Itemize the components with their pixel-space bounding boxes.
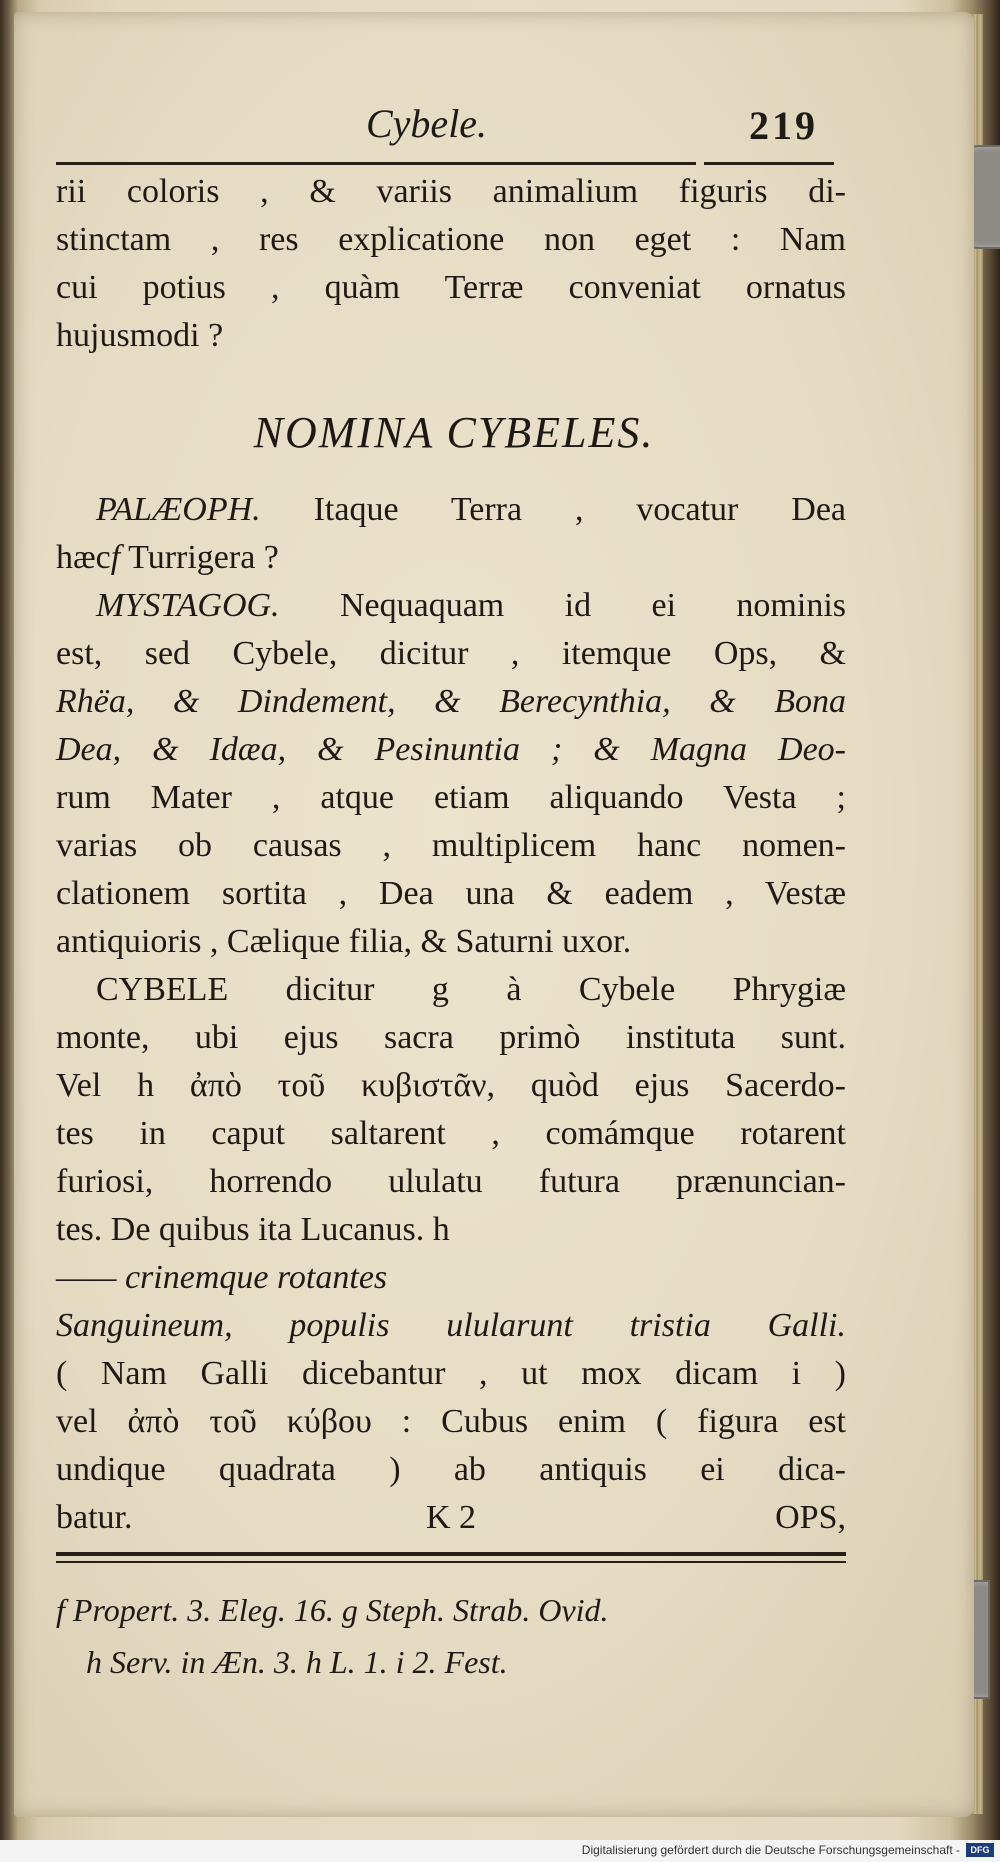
dialogue-text: Turrigera ?	[128, 539, 279, 576]
dialogue-line: est, sed Cybele, dicitur , itemque Ops, &	[56, 635, 846, 672]
footnote-rule-thin	[56, 1561, 846, 1563]
footnote-rule	[56, 1552, 846, 1556]
closing-line: undique quadrata ) ab antiquis ei dica-	[56, 1451, 846, 1488]
signature-mark: K 2	[426, 1499, 477, 1536]
section-heading: NOMINA CYBELES.	[253, 408, 655, 457]
dialogue-line	[56, 582, 846, 630]
text-line: hujusmodi ?	[56, 317, 224, 354]
quotation-line: Sanguineum, populis ulularunt tristia Galli.	[56, 1307, 846, 1344]
text-line: cui potius , quàm Terræ conveniat ornatus	[56, 269, 846, 306]
footnote-line: f Propert. 3. Eleg. 16. g Steph. Strab. Ovid.	[56, 1592, 609, 1628]
etymology-line: Vel h ἀπὸ τοῦ κυβιστᾶν, quòd ejus Sacerdo-	[56, 1067, 846, 1104]
closing-line: ( Nam Galli dicebantur , ut mox dicam i )	[56, 1355, 846, 1392]
running-head-title: Cybele.	[366, 101, 488, 146]
header-rule-right	[704, 162, 834, 165]
etymology-line: CYBELE dicitur g à Cybele Phrygiæ	[96, 971, 846, 1008]
dialogue-text: hæc	[56, 539, 111, 576]
text-line: rii coloris , & variis animalium figuris di-	[56, 173, 846, 210]
dialogue-line	[56, 534, 846, 582]
dialogue-line: varias ob causas , multiplicem hanc nomen-	[56, 827, 846, 864]
dialogue-line: Dea, & Idæa, & Pesinuntia ; & Magna Deo-	[56, 731, 846, 768]
dialogue-line: antiquioris , Cælique filia, & Saturni uxor.	[56, 923, 632, 960]
credit-text: Digitalisierung gefördert durch die Deutsche Forschungsgemeinschaft -	[581, 1843, 960, 1857]
closing-line: vel ἀπὸ τοῦ κύβου : Cubus enim ( figura est	[56, 1403, 846, 1440]
dfg-logo: DFG	[966, 1843, 994, 1857]
footnote-marker: f	[110, 539, 121, 576]
catchword: OPS,	[775, 1499, 846, 1536]
etymology-line: furiosi, horrendo ululatu futura prænuncian-	[56, 1163, 846, 1200]
running-head	[14, 100, 974, 160]
dialogue-line: clationem sortita , Dea una & eadem , Vestæ	[56, 875, 846, 912]
dialogue-line	[56, 486, 846, 534]
header-rule	[56, 162, 696, 165]
footnote-line: h Serv. in Æn. 3. h L. 1. i 2. Fest.	[86, 1644, 508, 1680]
etymology-line: tes. De quibus ita Lucanus. h	[56, 1211, 450, 1248]
page-number: 219	[749, 103, 818, 148]
speaker-label: PALÆOPH.	[96, 491, 261, 528]
last-line-text: batur.	[56, 1499, 133, 1536]
dialogue-line: Rhëa, & Dindement, & Berecynthia, & Bona	[56, 683, 846, 720]
text-line: stinctam , res explicatione non eget : Nam	[56, 221, 846, 258]
last-line	[56, 1494, 846, 1542]
dialogue-text: Itaque Terra , vocatur Dea	[313, 491, 846, 528]
dialogue-line: rum Mater , atque etiam aliquando Vesta ;	[56, 779, 846, 816]
dialogue-text: Nequaquam id ei nominis	[339, 587, 846, 624]
credit-bar	[0, 1840, 1000, 1862]
quotation-line: —— crinemque rotantes	[56, 1259, 388, 1296]
book-page	[14, 12, 974, 1817]
speaker-label: MYSTAGOG.	[96, 587, 280, 624]
etymology-line: monte, ubi ejus sacra primò instituta sunt.	[56, 1019, 846, 1056]
etymology-line: tes in caput saltarent , comámque rotarent	[56, 1115, 846, 1152]
